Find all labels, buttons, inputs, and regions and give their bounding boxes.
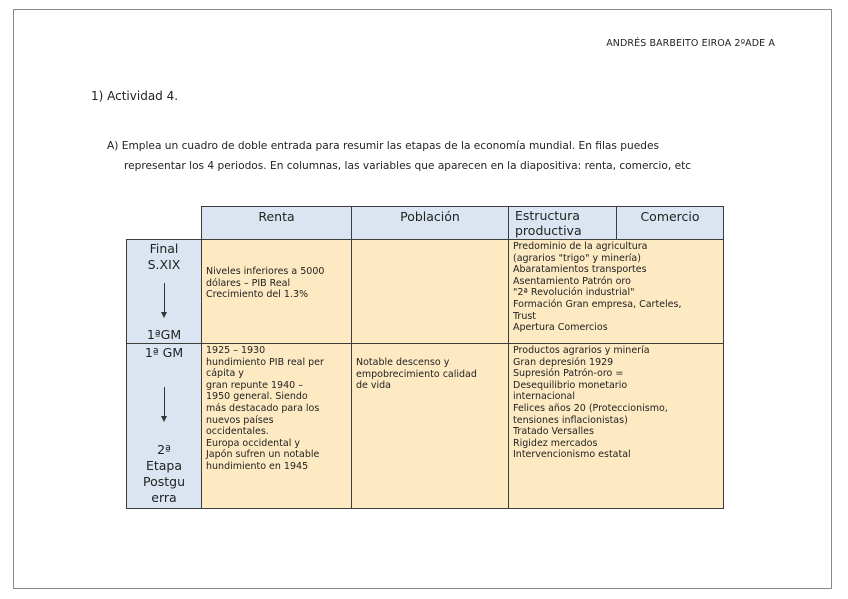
document-page [13, 9, 832, 589]
table-row [127, 344, 724, 509]
cell-estructura-2: Productos agrarios y minería Gran depresión 1929 Supresión Patrón-oro = Desequilibrio monetario internacional Felices años 20 (Proteccionismo, tensiones inflacionistas) Tratado Versalles Rigidez mercados Intervencionismo estatal [509, 344, 724, 509]
activity-prompt [107, 136, 797, 176]
column-header-poblacion: Población [352, 207, 509, 240]
cell-renta-1: Niveles inferiores a 5000 dólares – PIB Real Crecimiento del 1.3% [202, 240, 352, 344]
column-header-estructura: Estructura productiva [509, 207, 617, 239]
activity-title: 1) Actividad 4. [91, 89, 179, 103]
row-header-period-1: Final S.XIX 1ªGM [127, 240, 202, 344]
prompt-line-2: representar los 4 periodos. En columnas, las variables que aparecen en la diapositiva: renta, comercio, etc [124, 160, 692, 172]
column-header-comercio: Comercio [640, 209, 700, 224]
table-header-row [127, 207, 724, 240]
prompt-line-1: A) Emplea un cuadro de doble entrada para resumir las etapas de la economía mundial. En filas puedes [107, 140, 660, 152]
column-header-estructura-comercio [509, 207, 724, 240]
cell-estructura-1: Predominio de la agricultura (agrarios "trigo" y minería) Abaratamientos transportes Asentamiento Patrón oro "2ª Revolución industrial" Formación Gran empresa, Carteles, Trust Apertura Comercios [509, 240, 724, 344]
arrow-down-icon [164, 283, 165, 316]
cell-poblacion-1 [352, 240, 509, 344]
cell-renta-2: 1925 – 1930 hundimiento PIB real per cápita y gran repunte 1940 – 1950 general. Siendo más destacado para los nuevos países occidentales. Europa occidental y Japón sufren un notable hundimiento en 1945 [202, 344, 352, 509]
column-header-renta: Renta [202, 207, 352, 240]
table-corner [127, 207, 202, 240]
author-header: ANDRÉS BARBEITO EIROA 2ºADE A [606, 38, 775, 49]
table-row [127, 240, 724, 344]
arrow-down-icon [164, 387, 165, 420]
economy-stages-table [126, 206, 724, 509]
cell-poblacion-2: Notable descenso y empobrecimiento calidad de vida [352, 344, 509, 509]
row-header-period-2: 1ª GM 2ª Etapa Postgu erra [127, 344, 202, 509]
